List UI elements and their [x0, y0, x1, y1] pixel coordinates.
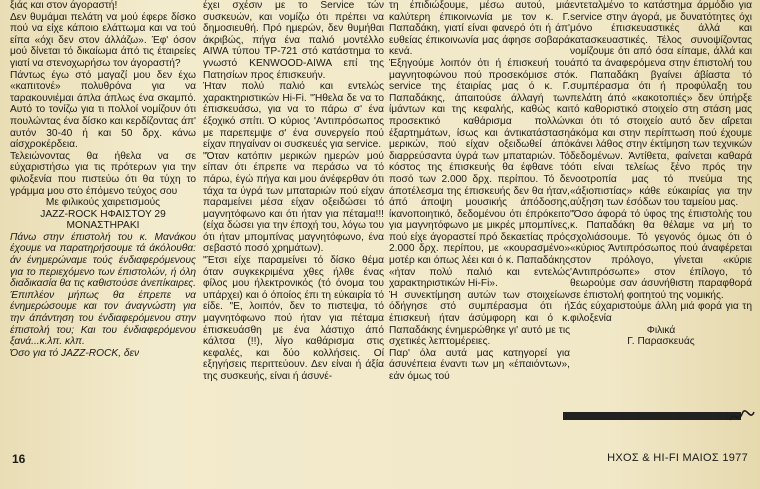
column-3: [389, 0, 570, 470]
col3-paragraph: Ή συνεκτίμηση αυτών των στοιχείων όδήγησε στό συμπέρασμα ότι ή έπισκευή ήταν άσύμφορη και ό κ. Παπαδάκης ένημερώθηκε γι' αυτό με τις σχετικές λεπτομέρειες.: [389, 289, 570, 348]
col1-editor-note: Πάνω στην έπιστολή του κ. Μανάκου έχουμε να παρατηρήσουμε τά άκόλουθα: άν ένημερώναμε τούς ένδιαφερόμενους για το περιεχόμενο των έπιστολών, ή όλη διαδικασία θα τις καθιστούσε άνεπίκαιρες. Έπιπλέον μήπως θα έπρεπε να ένημερώσουμε και τον άναγνώστη για την άπάντηση του ένδιαφερόμενου στην έπιστολή του; Και του ένδιαφερόμενου ξανά...κ.λπ. κλπ.: [10, 231, 196, 348]
col2-paragraph: "Έτσι είχε παραμείνει τό δίσκο θέμα όταν συγκεκριμένα χθες ήλθε ένας φίλος μου ήλεκτρονικός (τό όνομα του υπάρχει) και ό όποίος έπι τη εύκαιρία τό είδε. "Ε, λοιπόν, δεν το πιστεψα, τό μαγνητόφωνο πού ήταν για πέταμα έπισκευάσθη με ένα λάστιχο άπό κάλτσα (!!), λίγο καθάρισμα στις κεφαλές, και δύο κολλήσεις. Οί εξηγήσεις περιττεύουν. Δεν είναι ή άξία της συσκευής, είναι ή άσυνέ-: [203, 255, 384, 382]
signature-flourish-icon: [728, 406, 756, 426]
running-footer: ΗΧΟΣ & HI-FI ΜΑΙΟΣ 1977: [607, 452, 748, 464]
column-1: [10, 0, 196, 448]
col1-sender-name: JAZZ-ROCK ΗΦΑΙΣΤΟΥ 29: [40, 208, 166, 220]
page-number: 16: [12, 452, 26, 466]
col1-closing: Με φιλικούς χαιρετισμούς: [45, 197, 161, 209]
col2-paragraph: έχει σχέσιν με το Service τών συσκευών, και νομίζω ότι πρέπει να δημοσιευθή. Πρό ημερών, δεν θυμήθαι άκριβώς, πήγα ένα παλιό μοντέλλο AIWA τύπου TP-721 στό κατάστημα το γνωστό KENWOOD-AIWA επί της Πατησίων προς έπισκευήν.: [203, 0, 384, 81]
col1-paragraph: Πάντως έγω στό μαγαζί μου δεν έχω «καπιτονέ» πολυθρόνα για να ταρακουνιέμαι άπλα άπλως ένα σκαμπό. Αυτό το τονίζω για τι πολλοί νομίζουν ότι πουλώντας ένα δίσκο και κερδίζοντας άπ' αυτόν 30-40 ή και 50 δρχ. κάνω αίσχροκέρδεια.: [10, 69, 196, 151]
col4-paragraph: "Όσο άφορά τό ύφος της έπιστολής του κ. Παπαδάκη θα θέλαμε να μή το σχολιάσουμε. Τό γεγονός όμως ότι ό «κύριος Άντιπρόσωπος πού άναφέρεται στον πρόλογο, γίνεται «κύριε 'Αντιπρόσωπε» στον έπίλογο, τό θεωρούμε σαν άσυνήθιστη παραφθορά σε έπιστολή φοιτητού της νομικής.: [570, 208, 752, 301]
col3-paragraph: τη έπιδιώξουμε, μέσω αυτού, μιά καλύτερη έπικοινωνία με τον κ. Γ. Παπαδάκη, γιατί είναι φανερό ότι ή άπ' ευθείας έπικοινωνία μας άφησε σοβαρά κενά.: [389, 0, 570, 58]
column-2: [203, 0, 384, 470]
col1-paragraph: Τελειώνοντας θα ήθελα να σε εύχαριστήσω για τις πρότερων για την φιλοξενία που πιστεύω ότι θα τύχη το γράμμα μου στο έπόμενο τεύχος σου: [10, 150, 196, 197]
col1-paragraph: ξιάς και στον άγοραστή!: [10, 0, 118, 11]
column-4: [570, 0, 752, 400]
col3-paragraph: Παρ' όλα αυτά μας κατηγορεί για άσυνέπεια έναντι των μη «έπαιόντων», εάν όμως τού: [389, 347, 570, 382]
col1-editor-note-continued: Όσο για τό JAZZ-ROCK, δεν: [10, 347, 140, 359]
col2-paragraph: Ήταν πολύ παλιό και εντελώς χαρακτηριστικών Hi-Fi. "Ήθελα δε να το έπισκευάσω, για να το πάρω σ' ένα έξοχικό σπίτι. Ό κύριος 'Αντιπρόσωπος με παρεπεμψε σ' ένα συνεργείο πού είχαν πηγαίναν οι συσκευές για service.: [203, 81, 384, 151]
col1-sender-location: ΜΟΝΑΣΤΗΡΑΚΙ: [66, 220, 140, 232]
col4-signature-name: Γ. Παρασκευάς: [627, 336, 695, 348]
col1-paragraph: Δεν θυμάμαι πελάτη να μού έφερε δίσκο πού να είχε κάποιο ελάττωμα και να τού είπα «όχι δεν στον άλλάζω». Έφ' όσον μού δίνεται τό δικαίωμα άπό τις έταιρείες γιατί να στενοχωρήσω τον άγοραστή?: [10, 11, 196, 69]
col4-paragraph: εντεταλμένο το κατάστημα άρμόδιο για service στην άγορά, με δυνατότητες όχι μόνο έπισκευαστικές άλλά και κατασκευαστικές. Τέλος συνοψίζοντας νομίζουμε ότι από όσα είπαμε, άλλά και άπό τα άναφερόμενα στην έπιστολή του κ. Παπαδάκη βγαίνει άβίαστα τό συμπέρασμα ότι ή προφύλαξη του πελάτη άπό «κακοτοπιές» δεν ύπήρξε τό καθοριστικό στοιχείο στη στάση μας και ότι τό στοιχείο αυτό δεν αΐρεται άκόμα και στην περίπτωση πού έχουμε κάνει λάθος στην έκτίμηση των τεχνικών δεδομένων. Άντίθετα, φαίνεται καθαρά ότι είναι τελείως ξένο πρός την νοοτροπία μας τό πνεύμα της «άξιοπιστίας» κάθε εύκαιρίας για την αύξηση των έσόδων του ταμείου μας.: [570, 0, 752, 209]
signoff-rule: [563, 412, 741, 420]
col4-closing: Φιλικά: [646, 324, 676, 336]
col2-paragraph: "Όταν κατόπιν μερικών ημερών μού είπαν ότι έπρεπε να περάσω να τό πάρω, έγώ πήγα και μου άνέφερθαν ότι τάχα τα ύγρά των μπαταριών πού είχαν παραμείνει μέσα είχαν οξειδώσει τό μαγνητόφωνο και ότι ήταν για πέταμα!!! (είχα δώσει για την έποχή του, λόγω του ότι ήταν μπομπίνας μαγνητόφωνο, ένα σεβαστό ποσό χρημάτων).: [203, 150, 384, 255]
col3-paragraph: Έξηγούμε λοιπόν ότι ή έπισκευή του μαγνητοφώνου πού προσεκόμισε στό service της έταιρίας μας ό κ. Γ. Παπαδάκης, άπαιτούσε άλλαγή των ίμάντων και της κεφαλής, καθώς και προσεκτικό καθάρισμα πολλών έξαρτημάτων, ίσως και άντικατάσταση μερικών, πού είχαν οξειδωθεί άπό διαρρεύσαντα ύγρά των μπαταριών. Τό κόστος της έπισκευής θα έφθανε τό ποσό των 2.000 δρχ. περίπου. Τό δε άποτέλεσμα της έπισκευής δεν θα ήταν, άπό άποψη μουσικής άπόδοσης, ίκανοποιητικό, δεδομένου ότι έπρόκειτο για μαγνητόφωνο με μικρές μπομπίνες, πού είχε άγοραστεί πρό δεκαετίας πρός 2.000 δρχ. περίπου, με «κουρασμένο» μοτέρ και όπως λέει και ό κ. Παπαδάκης «ήταν πολύ παλιό και εντελώς χαρακτηριστικών Hi-Fi».: [389, 57, 570, 290]
col4-paragraph: Σάς εύχαριστούμε άλλη μιά φορά για τη φιλοξενία: [570, 301, 752, 325]
